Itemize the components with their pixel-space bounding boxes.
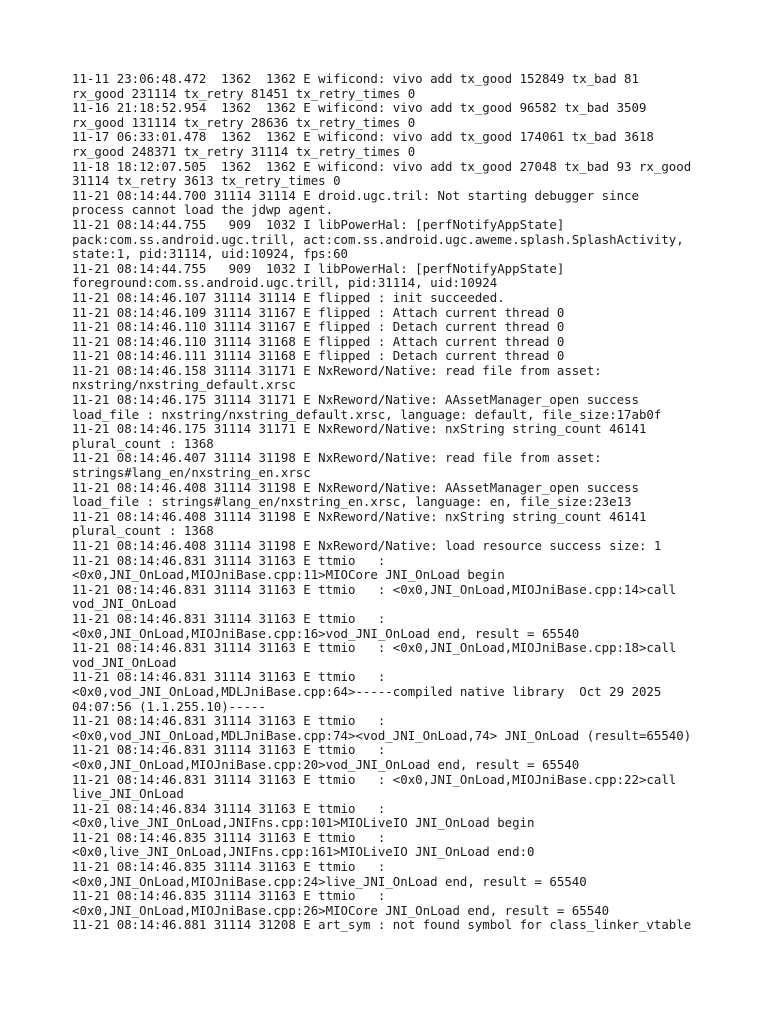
log-line: 11-21 08:14:46.831 31114 31163 E ttmio : <box>72 713 386 729</box>
log-line: 11-11 23:06:48.472 1362 1362 E wificond: vivo add tx_good 152849 tx_bad 81 <box>72 71 639 86</box>
log-line: load_file : nxstring/nxstring_default.xrsc, language: default, file_size:17ab0f <box>72 406 662 422</box>
log-line: pack:com.ss.android.ugc.trill, act:com.ss.android.ugc.aweme.splash.SplashActivity, <box>72 231 684 247</box>
log-line: 11-21 08:14:46.835 31114 31163 E ttmio : <box>72 859 386 875</box>
log-line: <0x0,vod_JNI_OnLoad,MDLJniBase.cpp:74><vod_JNI_OnLoad,74> JNI_OnLoad (result=65540) <box>72 727 692 743</box>
log-line: <0x0,JNI_OnLoad,MIOJniBase.cpp:11>MIOCore JNI_OnLoad begin <box>72 567 505 583</box>
log-line: 11-18 18:12:07.505 1362 1362 E wificond: vivo add tx_good 27048 tx_bad 93 rx_good <box>72 158 692 174</box>
log-line: 11-21 08:14:46.110 31114 31168 E flipped : Attach current thread 0 <box>72 333 565 349</box>
log-line: 31114 tx_retry 3613 tx_retry_times 0 <box>72 173 341 189</box>
log-line: vod_JNI_OnLoad <box>72 596 177 612</box>
log-line: 11-21 08:14:44.700 31114 31114 E droid.ugc.tril: Not starting debugger since <box>72 187 639 203</box>
log-line: 11-21 08:14:46.831 31114 31163 E ttmio : <box>72 610 386 626</box>
log-line: load_file : strings#lang_en/nxstring_en.xrsc, language: en, file_size:23e13 <box>72 494 632 510</box>
log-line: 11-21 08:14:46.175 31114 31171 E NxReword/Native: AAssetManager_open success <box>72 392 639 408</box>
log-line: plural_count : 1368 <box>72 435 214 451</box>
log-line: 11-21 08:14:46.158 31114 31171 E NxReword/Native: read file from asset: <box>72 362 602 378</box>
log-line: strings#lang_en/nxstring_en.xrsc <box>72 465 311 481</box>
log-line: 11-17 06:33:01.478 1362 1362 E wificond: vivo add tx_good 174061 tx_bad 3618 <box>72 129 654 145</box>
log-line: state:1, pid:31114, uid:10924, fps:60 <box>72 246 349 262</box>
log-line: 04:07:56 (1.1.255.10)----- <box>72 698 266 714</box>
log-line: <0x0,JNI_OnLoad,MIOJniBase.cpp:26>MIOCore JNI_OnLoad end, result = 65540 <box>72 902 610 918</box>
log-line: 11-21 08:14:46.835 31114 31163 E ttmio : <box>72 888 386 904</box>
log-line: 11-16 21:18:52.954 1362 1362 E wificond: vivo add tx_good 96582 tx_bad 3509 <box>72 100 647 116</box>
log-line: 11-21 08:14:46.831 31114 31163 E ttmio : <box>72 742 386 758</box>
log-line: 11-21 08:14:46.408 31114 31198 E NxReword/Native: nxString string_count 46141 <box>72 508 647 524</box>
log-line: foreground:com.ss.android.ugc.trill, pid:31114, uid:10924 <box>72 275 498 291</box>
log-line: 11-21 08:14:46.408 31114 31198 E NxReword/Native: AAssetManager_open success <box>72 479 639 495</box>
log-line: <0x0,JNI_OnLoad,MIOJniBase.cpp:16>vod_JNI_OnLoad end, result = 65540 <box>72 625 580 641</box>
log-line: 11-21 08:14:46.831 31114 31163 E ttmio : <0x0,JNI_OnLoad,MIOJniBase.cpp:14>call <box>72 581 677 597</box>
log-line: 11-21 08:14:46.110 31114 31167 E flipped : Detach current thread 0 <box>72 319 565 335</box>
log-line: 11-21 08:14:46.107 31114 31114 E flipped : init succeeded. <box>72 289 505 305</box>
log-line: process cannot load the jdwp agent. <box>72 202 334 218</box>
log-line: 11-21 08:14:46.408 31114 31198 E NxReword/Native: load resource success size: 1 <box>72 538 662 553</box>
log-line: 11-21 08:14:46.175 31114 31171 E NxReword/Native: nxString string_count 46141 <box>72 421 647 437</box>
log-line: 11-21 08:14:44.755 909 1032 I libPowerHal: [perfNotifyAppState] <box>72 216 565 232</box>
log-line: rx_good 231114 tx_retry 81451 tx_retry_times 0 <box>72 85 416 101</box>
log-line: nxstring/nxstring_default.xrsc <box>72 377 296 393</box>
log-line: <0x0,JNI_OnLoad,MIOJniBase.cpp:20>vod_JNI_OnLoad end, result = 65540 <box>72 756 580 772</box>
log-line: <0x0,live_JNI_OnLoad,JNIFns.cpp:101>MIOLiveIO JNI_OnLoad begin <box>72 815 535 831</box>
log-line: 11-21 08:14:46.111 31114 31168 E flipped : Detach current thread 0 <box>72 348 565 364</box>
log-line: vod_JNI_OnLoad <box>72 654 177 670</box>
log-line: 11-21 08:14:46.109 31114 31167 E flipped : Attach current thread 0 <box>72 304 565 320</box>
log-line: 11-21 08:14:44.755 909 1032 I libPowerHal: [perfNotifyAppState] <box>72 260 565 276</box>
log-line: <0x0,vod_JNI_OnLoad,MDLJniBase.cpp:64>-----compiled native library Oct 29 2025 <box>72 683 662 699</box>
log-line: plural_count : 1368 <box>72 523 214 539</box>
log-line: 11-21 08:14:46.407 31114 31198 E NxReword/Native: read file from asset: <box>72 450 602 466</box>
log-line: 11-21 08:14:46.834 31114 31163 E ttmio : <box>72 800 386 816</box>
log-line: 11-21 08:14:46.881 31114 31208 E art_sym : not found symbol for class_linker_vtable <box>72 917 692 933</box>
log-line: 11-21 08:14:46.835 31114 31163 E ttmio : <box>72 829 386 845</box>
log-line: 11-21 08:14:46.831 31114 31163 E ttmio : <box>72 669 386 685</box>
log-document <box>72 72 702 933</box>
log-line: 11-21 08:14:46.831 31114 31163 E ttmio : <0x0,JNI_OnLoad,MIOJniBase.cpp:18>call <box>72 640 677 656</box>
log-line: <0x0,JNI_OnLoad,MIOJniBase.cpp:24>live_JNI_OnLoad end, result = 65540 <box>72 873 587 889</box>
log-line: rx_good 248371 tx_retry 31114 tx_retry_times 0 <box>72 143 416 159</box>
log-line: <0x0,live_JNI_OnLoad,JNIFns.cpp:161>MIOLiveIO JNI_OnLoad end:0 <box>72 844 535 860</box>
log-line: 11-21 08:14:46.831 31114 31163 E ttmio : <0x0,JNI_OnLoad,MIOJniBase.cpp:22>call <box>72 771 677 787</box>
log-line: rx_good 131114 tx_retry 28636 tx_retry_times 0 <box>72 114 416 130</box>
log-line: live_JNI_OnLoad <box>72 786 184 802</box>
log-line: 11-21 08:14:46.831 31114 31163 E ttmio : <box>72 552 386 568</box>
